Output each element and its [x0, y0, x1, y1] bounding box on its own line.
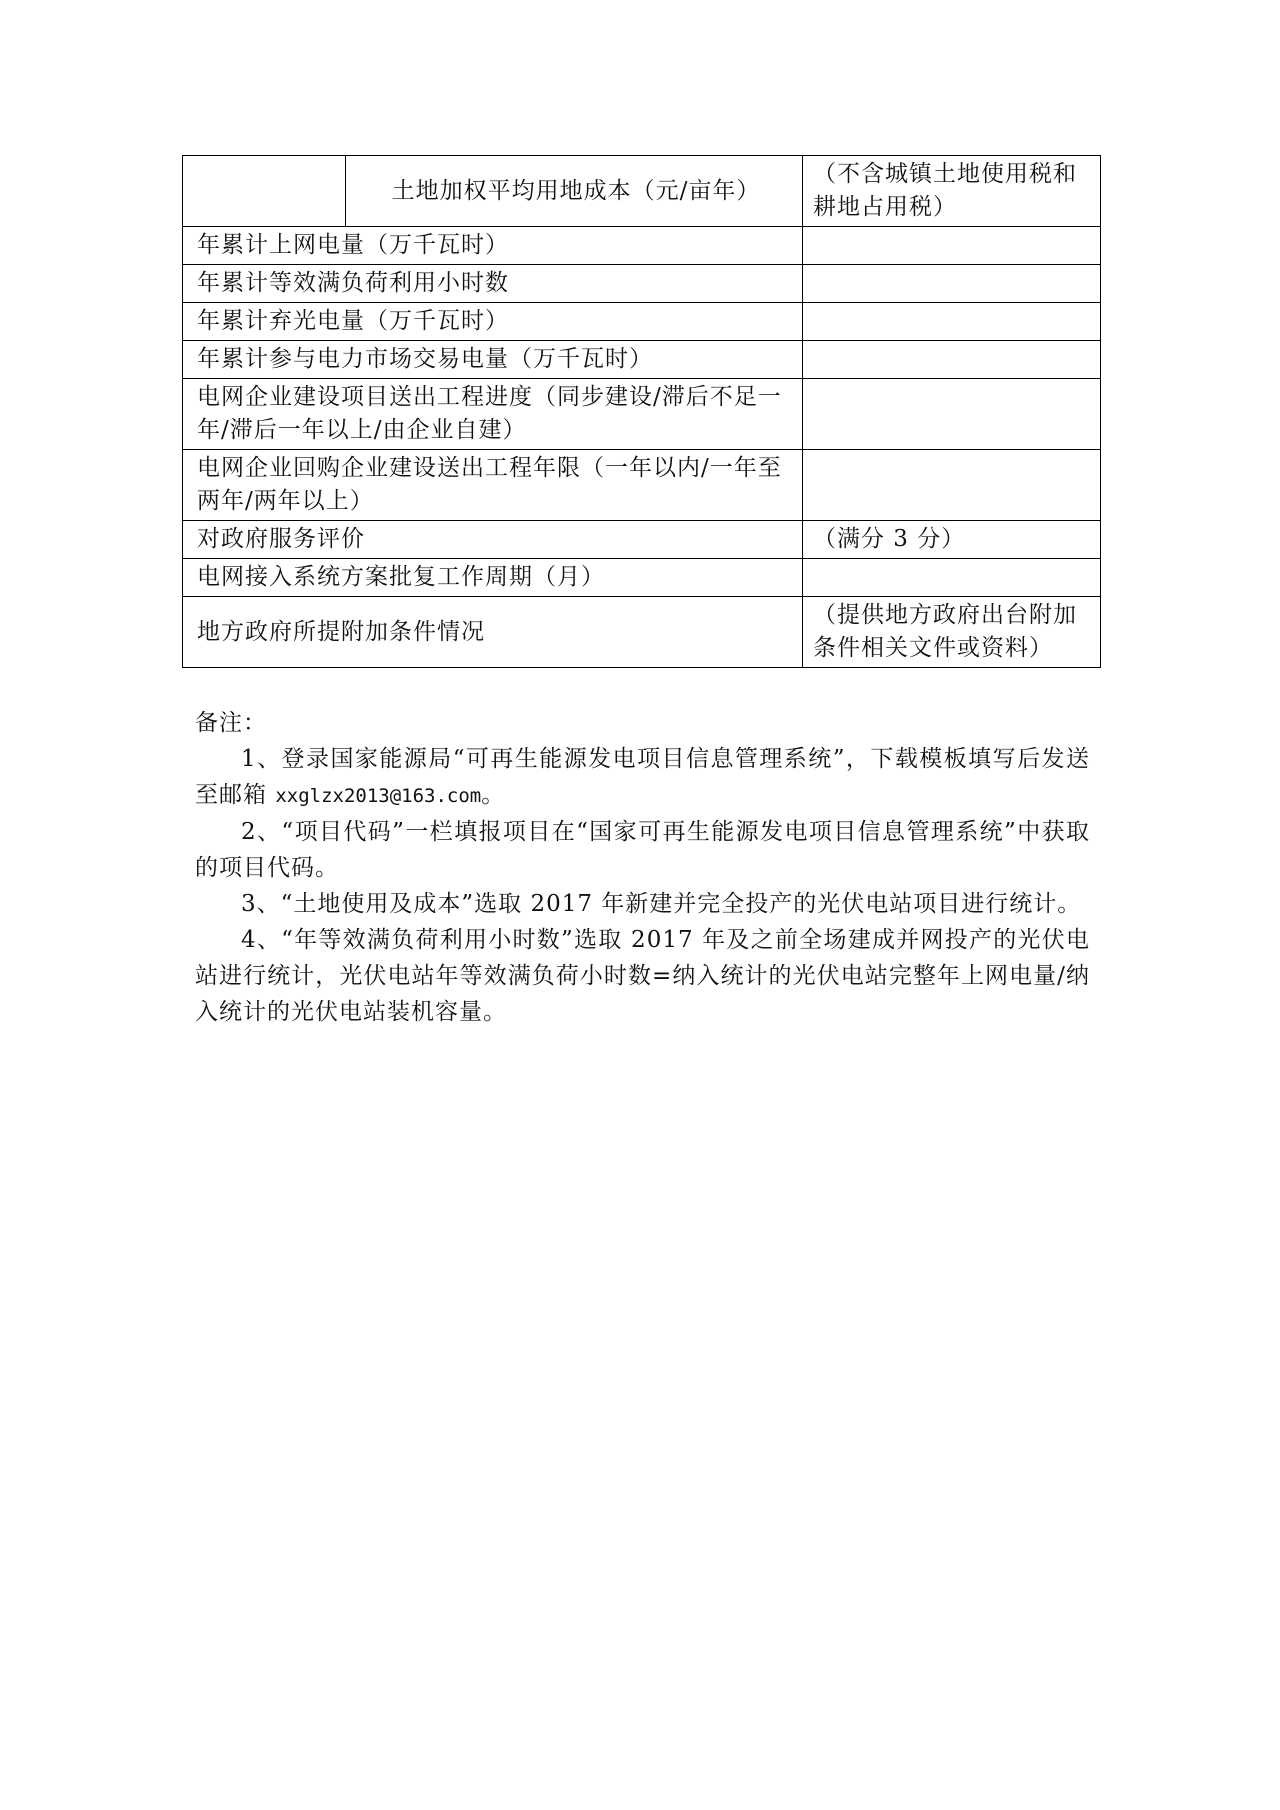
note-item-4: 4、“年等效满负荷利用小时数”选取 2017 年及之前全场建成并网投产的光伏电站进行统计，光伏电站年等效满负荷小时数=纳入统计的光伏电站完整年上网电量/纳入统计的光伏电站装机容量。	[195, 927, 1090, 1025]
table-row	[183, 265, 1101, 303]
table-row	[183, 521, 1101, 559]
notes-section	[195, 705, 1090, 1030]
table-cell-note: （不含城镇土地使用税和耕地占用税）	[803, 156, 1101, 227]
table-cell-blank	[183, 156, 346, 227]
table-cell-note: （满分 3 分）	[803, 521, 1101, 559]
table-cell-note: （提供地方政府出台附加条件相关文件或资料）	[803, 597, 1101, 668]
table-cell-label: 地方政府所提附加条件情况	[183, 597, 803, 668]
table-cell-label: 电网接入系统方案批复工作周期（月）	[183, 559, 803, 597]
table-cell-label: 对政府服务评价	[183, 521, 803, 559]
table-cell-value	[803, 227, 1101, 265]
table-row	[183, 559, 1101, 597]
table-row	[183, 227, 1101, 265]
table-row	[183, 450, 1101, 521]
table-cell-label: 年累计弃光电量（万千瓦时）	[183, 303, 803, 341]
contact-email: xxglzx2013@163.com	[275, 785, 482, 807]
table-row	[183, 597, 1101, 668]
table-cell-value	[803, 341, 1101, 379]
note-item-3: 3、“土地使用及成本”选取 2017 年新建并完全投产的光伏电站项目进行统计。	[241, 891, 1082, 917]
data-form-table	[182, 155, 1101, 668]
table-cell-label: 年累计上网电量（万千瓦时）	[183, 227, 803, 265]
table-cell-value	[803, 379, 1101, 450]
note-item-1	[195, 741, 1090, 814]
table-cell-value	[803, 450, 1101, 521]
table-cell-value	[803, 265, 1101, 303]
notes-heading: 备注：	[195, 710, 267, 736]
table-cell-label: 电网企业建设项目送出工程进度（同步建设/滞后不足一年/滞后一年以上/由企业自建）	[183, 379, 803, 450]
table-cell-label: 年累计等效满负荷利用小时数	[183, 265, 803, 303]
note-item-1-text: 1、登录国家能源局“可再生能源发电项目信息管理系统”，下载模板填写后发送至邮箱	[195, 746, 1090, 808]
table-row	[183, 303, 1101, 341]
table-row	[183, 341, 1101, 379]
table-row	[183, 156, 1101, 227]
note-item-2: 2、“项目代码”一栏填报项目在“国家可再生能源发电项目信息管理系统”中获取的项目代码。	[195, 819, 1090, 881]
table-cell-label: 年累计参与电力市场交易电量（万千瓦时）	[183, 341, 803, 379]
table-cell-label: 电网企业回购企业建设送出工程年限（一年以内/一年至两年/两年以上）	[183, 450, 803, 521]
table-cell-value	[803, 559, 1101, 597]
table-cell-label: 土地加权平均用地成本（元/亩年）	[346, 156, 803, 227]
table-row	[183, 379, 1101, 450]
table-cell-value	[803, 303, 1101, 341]
note-item-1-end: 。	[481, 782, 506, 808]
